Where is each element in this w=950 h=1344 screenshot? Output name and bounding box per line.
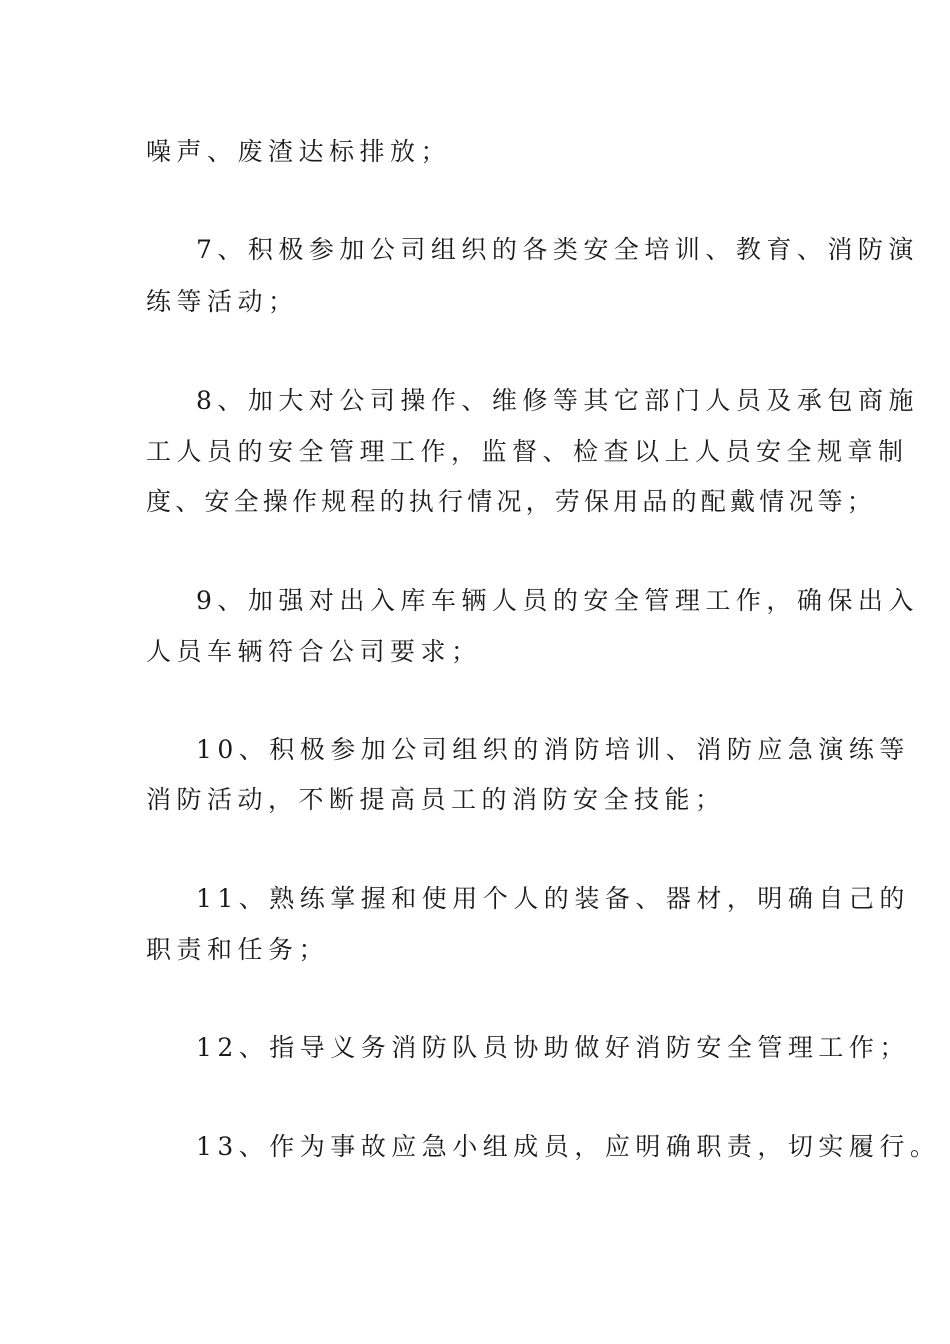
paragraph-12-line-1: 12、指导义务消防队员协助做好消防安全管理工作； bbox=[196, 1033, 910, 1062]
paragraph-6-line-2: 噪声、废渣达标排放； bbox=[146, 137, 452, 166]
paragraph-8-line-2: 工人员的安全管理工作，监督、检查以上人员安全规章制 bbox=[146, 437, 909, 466]
paragraph-10-line-1: 10、积极参加公司组织的消防培训、消防应急演练等 bbox=[196, 735, 910, 764]
paragraph-11-line-2: 职责和任务； bbox=[146, 935, 330, 964]
paragraph-8-line-1: 8、加大对公司操作、维修等其它部门人员及承包商施 bbox=[196, 386, 919, 415]
paragraph-8-line-3: 度、安全操作规程的执行情况，劳保用品的配戴情况等； bbox=[146, 487, 877, 516]
paragraph-7-line-2: 练等活动； bbox=[146, 287, 299, 316]
paragraph-9-line-1: 9、加强对出入库车辆人员的安全管理工作，确保出入 bbox=[196, 586, 919, 615]
paragraph-13-line-1: 13、作为事故应急小组成员，应明确职责，切实履行。 bbox=[196, 1132, 941, 1161]
paragraph-10-line-2: 消防活动，不断提高员工的消防安全技能； bbox=[146, 785, 726, 814]
paragraph-9-line-2: 人员车辆符合公司要求； bbox=[146, 637, 482, 666]
paragraph-7-line-1: 7、积极参加公司组织的各类安全培训、教育、消防演 bbox=[196, 235, 919, 264]
paragraph-11-line-1: 11、熟练掌握和使用个人的装备、器材，明确自己的 bbox=[196, 884, 910, 913]
